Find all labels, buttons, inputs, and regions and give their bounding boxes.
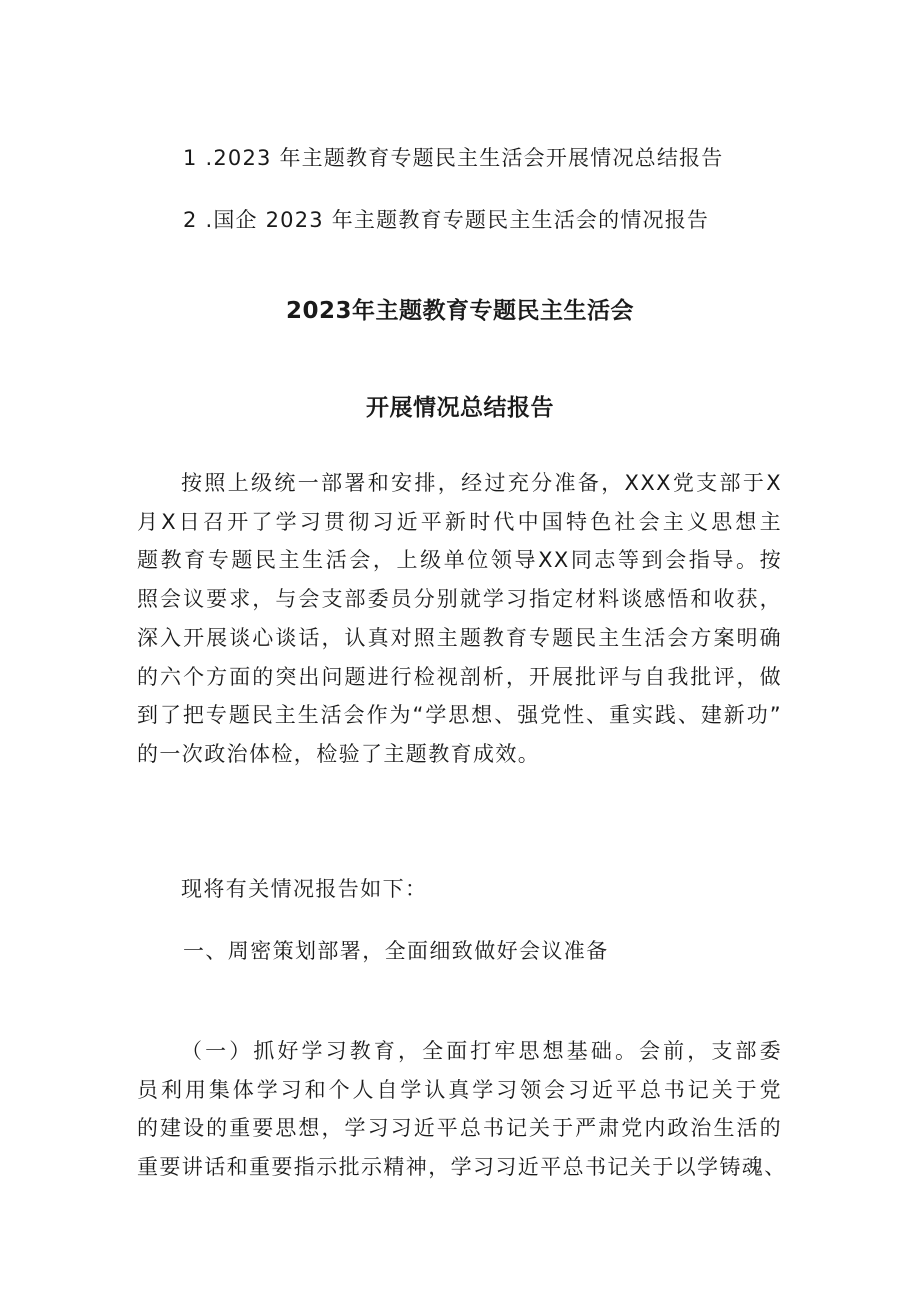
toc-item-1 [183, 142, 723, 172]
report-title-line-1: 2023年主题教育专题民主生活会 [285, 298, 634, 324]
paragraph-line: 月X日召开了学习贯彻习近平新时代中国特色社会主义思想主 [137, 509, 782, 534]
paragraph-line: 按照上级统一部署和安排，经过充分准备，XXX党支部于X [181, 471, 782, 495]
paragraph-line: 一、周密策划部署，全面细致做好会议准备 [183, 939, 609, 963]
section-heading-1 [183, 932, 828, 971]
toc-item-text: .2023 年主题教育专题民主生活会开展情况总结报告 [205, 146, 724, 170]
paragraph-line: 员利用集体学习和个人自学认真学习领会习近平总书记关于党 [137, 1077, 782, 1102]
paragraph-line: 的建设的重要思想，学习习近平总书记关于严肃党内政治生活的 [137, 1116, 782, 1141]
paragraph-line: 的一次政治体检，检验了主题教育成效。 [137, 741, 541, 766]
paragraph-line: 照会议要求，与会支部委员分别就学习指定材料谈感悟和收获， [137, 587, 782, 612]
paragraph-line: 深入开展谈心谈话，认真对照主题教育专题民主生活会方案明确 [137, 625, 782, 650]
report-intro-sentence [181, 870, 826, 909]
toc-item-text: .国企 2023 年主题教育专题民主生活会的情况报告 [205, 208, 710, 232]
report-title-line-2: 开展情况总结报告 [366, 395, 554, 421]
intro-paragraph [137, 464, 782, 774]
study-paragraph [137, 1032, 787, 1187]
paragraph-line: （一）抓好学习教育，全面打牢思想基础。会前，支部委 [181, 1039, 782, 1063]
toc-item-number: 1 [183, 146, 198, 170]
toc-item-2 [183, 204, 709, 234]
paragraph-line: 重要讲话和重要指示批示精神，学习习近平总书记关于以学铸魂、 [137, 1155, 787, 1180]
paragraph-line: 现将有关情况报告如下： [181, 877, 428, 901]
paragraph-line: 到了把专题民主生活会作为“学思想、强党性、重实践、建新功” [137, 703, 782, 728]
toc-item-number: 2 [183, 208, 198, 232]
paragraph-line: 题教育专题民主生活会，上级单位领导XX同志等到会指导。按 [137, 548, 782, 573]
paragraph-line: 的六个方面的突出问题进行检视剖析，开展批评与自我批评，做 [137, 664, 782, 689]
